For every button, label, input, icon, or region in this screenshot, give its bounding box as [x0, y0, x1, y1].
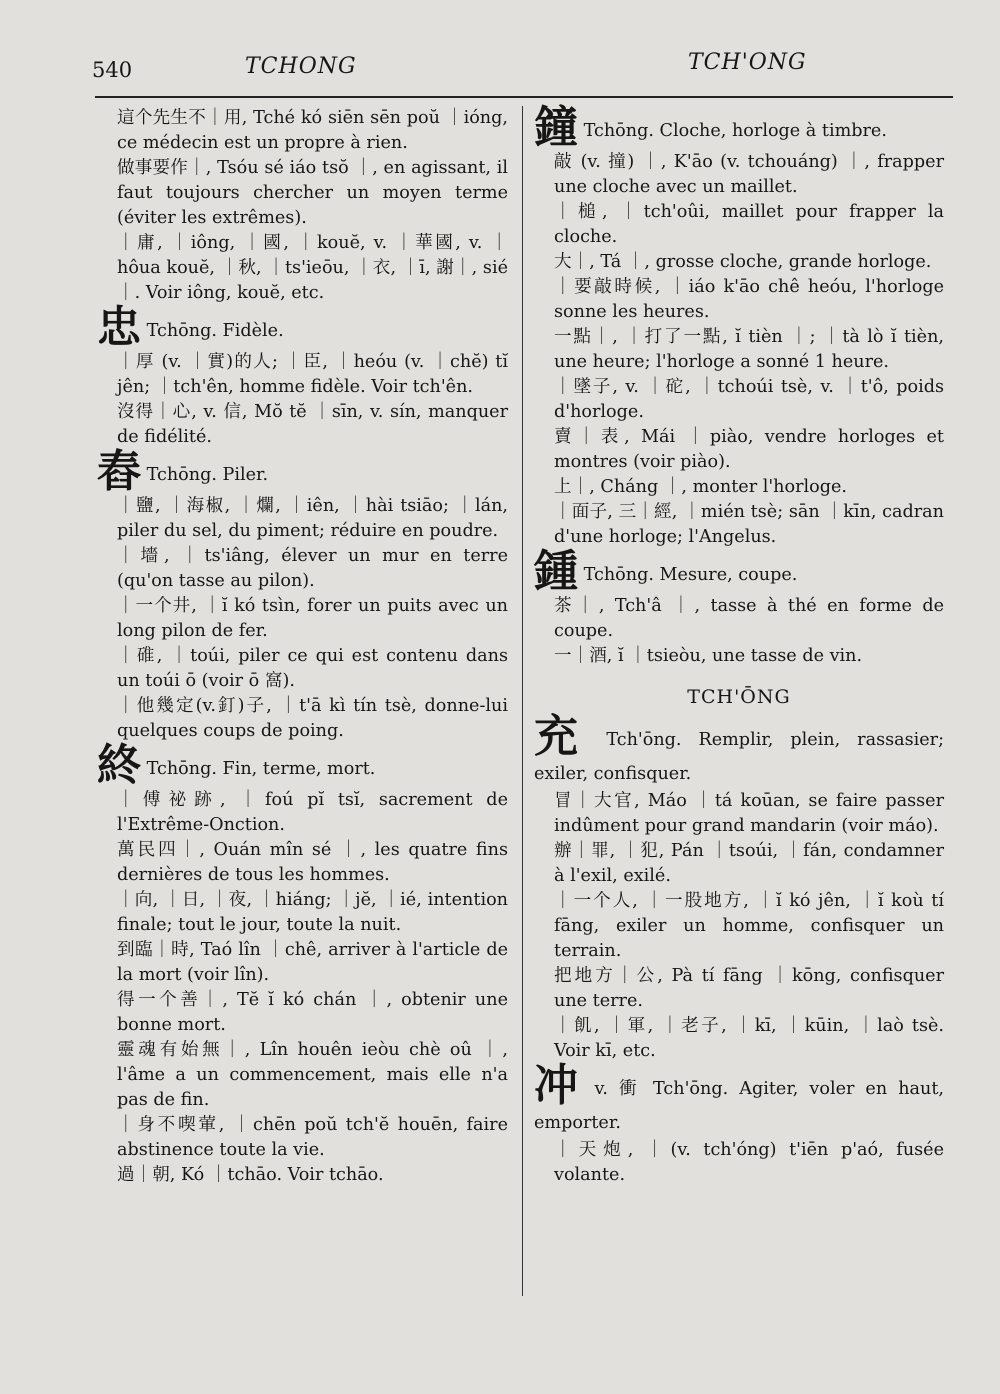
- sub-entry: [97, 231, 508, 306]
- entry-text: ｜墜子, v. ｜砣, ｜tchoúi tsè, v. ｜t'ô, poids d'horloge.: [554, 377, 944, 422]
- entry-text: ｜一个人, ｜一股地方, ｜ĭ kó jên, ｜ĭ koù tí fāng, exiler un homme, confisquer un terrain.: [554, 891, 944, 961]
- headword-character: 鐘: [534, 102, 578, 153]
- sub-entry: [534, 500, 944, 550]
- sub-entry: [534, 789, 944, 839]
- sub-entry: [534, 250, 944, 275]
- entry-text: ｜飢, ｜軍, ｜老子, ｜kī, ｜kūin, ｜laò tsè. Voir kī, etc.: [554, 1016, 944, 1061]
- entry-text: 沒得｜心, v. 信, Mŏ tĕ ｜sīn, v. sín, manquer de fidélité.: [117, 402, 508, 447]
- sub-entry: [97, 694, 508, 744]
- entry-text: Tch'ōng. Remplir, plein, rassasier; exiler, confisquer.: [534, 730, 945, 784]
- sub-entry: [534, 594, 944, 644]
- sub-entry: [534, 964, 944, 1014]
- entry-text: ｜庸, ｜iông, ｜國, ｜kouĕ, v. ｜華國, v. ｜hôua kouĕ, ｜秋, ｜ts'ieōu, ｜衣, ｜ī, 謝｜, sié ｜. Voir iông, kouĕ, etc.: [117, 233, 508, 303]
- headword-entry: [534, 102, 944, 153]
- sub-entry: [97, 838, 508, 888]
- entry-text: ｜面子, 三｜經, ｜mién tsè; sān ｜kīn, cadran d'une horloge; l'Angelus.: [554, 502, 944, 547]
- sub-entry: [97, 988, 508, 1038]
- entry-text: ｜天炮, ｜(v. tch'óng) t'iēn p'aó, fusée volante.: [554, 1140, 944, 1185]
- entry-text: ｜傅祕跡, ｜foú pĭ tsĭ, sacrement de l'Extrême-Onction.: [117, 790, 508, 835]
- sub-entry: [97, 1038, 508, 1113]
- entry-text: v. 衝 Tch'ōng. Agiter, voler en haut, emporter.: [534, 1079, 945, 1133]
- headword-character: 終: [97, 740, 141, 791]
- sub-entry: [534, 644, 944, 669]
- headword-entry: [97, 740, 508, 791]
- header-rule: [95, 96, 953, 98]
- sub-entry: [97, 1163, 508, 1188]
- sub-entry: [97, 644, 508, 694]
- entry-text: 到臨｜時, Taó lîn ｜chê, arriver à l'article de la mort (voir lîn).: [117, 940, 508, 985]
- entry-text: 敲 (v. 撞) ｜, K'āo (v. tchouáng) ｜, frapper une cloche avec un maillet.: [554, 152, 944, 197]
- right-column: [534, 102, 945, 1188]
- sub-entry: [534, 275, 944, 325]
- headword-character: 充: [534, 711, 590, 762]
- sub-entry: [534, 839, 944, 889]
- headword-character: 忠: [97, 302, 141, 353]
- entry-text: Tchōng. Mesure, coupe.: [583, 565, 798, 585]
- page-number: 540: [92, 58, 133, 82]
- entry-text: 一｜酒, ĭ ｜tsieòu, une tasse de vin.: [554, 646, 863, 666]
- entry-text: 上｜, Cháng ｜, monter l'horloge.: [554, 477, 847, 497]
- sub-entry: [97, 788, 508, 838]
- sub-entry: [97, 888, 508, 938]
- entry-text: 這个先生不｜用, Tché kó siēn sēn poŭ ｜ióng, ce médecin est un propre à rien.: [117, 108, 508, 153]
- entry-text: 把地方｜公, Pà tí fāng ｜kōng, confisquer une terre.: [554, 966, 944, 1011]
- headword-entry: [534, 711, 945, 789]
- sub-entry: [534, 889, 944, 964]
- entry-text: 冒｜大官, Máo ｜tá koūan, se faire passer indûment pour grand mandarin (voir máo).: [554, 791, 944, 836]
- entry-text: 一點｜, ｜打了一點, ĭ tièn ｜; ｜tà lò ĭ tièn, une heure; l'horloge a sonné 1 heure.: [554, 327, 944, 372]
- entry-text: ｜碓, ｜toúi, piler ce qui est contenu dans un toúi ō (voir ō 窩).: [117, 646, 508, 691]
- headword-character: 冲: [534, 1060, 584, 1111]
- sub-entry: [534, 425, 944, 475]
- headword-character: 鍾: [534, 546, 578, 597]
- headword-entry: [97, 302, 508, 353]
- sub-entry: [97, 400, 508, 450]
- sub-entry: [534, 1138, 944, 1188]
- sub-entry: [97, 494, 508, 544]
- entry-text: ｜向, ｜日, ｜夜, ｜hiáng; ｜jĕ, ｜ié, intention finale; tout le jour, toute la nuit.: [117, 890, 508, 935]
- headword-entry: [534, 1060, 945, 1138]
- left-column: [97, 106, 508, 1188]
- headword-entry: [534, 546, 944, 597]
- entry-text: ｜一个井, ｜ĭ kó tsìn, forer un puits avec un long pilon de fer.: [117, 596, 508, 641]
- entry-text: 茶｜, Tch'â ｜, tasse à thé en forme de coupe.: [554, 596, 944, 641]
- column-divider: [522, 106, 523, 1296]
- entry-text: 過｜朝, Kó ｜tchāo. Voir tchāo.: [117, 1165, 384, 1185]
- sub-entry: [97, 1113, 508, 1163]
- entry-text: 萬民四｜, Ouán mîn sé ｜, les quatre fins dernières de tous les hommes.: [117, 840, 508, 885]
- sub-entry: [534, 200, 944, 250]
- sub-entry: [534, 150, 944, 200]
- sub-entry: [97, 350, 508, 400]
- running-head-left: TCHONG: [245, 54, 357, 79]
- entry-text: 靈魂有始無｜, Lîn houên ieòu chè oû ｜, l'âme a un commencement, mais elle n'a pas de fin.: [117, 1040, 508, 1110]
- entry-text: ｜他幾定(v.釘)子, ｜t'ā kì tín tsè, donne-lui quelques coups de poing.: [117, 696, 508, 741]
- entry-text: 賣｜表, Mái ｜piào, vendre horloges et montres (voir piào).: [554, 427, 944, 472]
- sub-entry: [534, 325, 944, 375]
- entry-text: Tchōng. Piler.: [146, 465, 269, 485]
- entry-text: ｜厚 (v. ｜實)的人; ｜臣, ｜heóu (v. ｜chĕ) tĭ jên; ｜tch'ên, homme fidèle. Voir tch'ên.: [117, 352, 508, 397]
- entry-text: 辦｜罪, ｜犯, Pán ｜tsoúi, ｜fán, condamner à l'exil, exilé.: [554, 841, 944, 886]
- entry-text: ｜鹽, ｜海椒, ｜爛, ｜iên, ｜hài tsiāo; ｜lán, piler du sel, du piment; réduire en poudre.: [117, 496, 508, 541]
- entry-text: 得一个善｜, Tĕ ĭ kó chán ｜, obtenir une bonne mort.: [117, 990, 508, 1035]
- sub-entry: [97, 106, 508, 156]
- sub-entry: [534, 475, 944, 500]
- sub-entry: [97, 156, 508, 231]
- entry-text: Tchōng. Fidèle.: [146, 321, 284, 341]
- entry-text: 大｜, Tá ｜, grosse cloche, grande horloge.: [554, 252, 932, 272]
- headword-character: 舂: [97, 446, 141, 497]
- entry-text: 做事要作｜, Tsóu sé iáo tsŏ ｜, en agissant, il faut toujours chercher un moyen terme (éviter les extrêmes).: [117, 158, 508, 228]
- running-head-right: TCH'ONG: [688, 50, 807, 75]
- entry-text: ｜槌, ｜tch'oûi, maillet pour frapper la cloche.: [554, 202, 944, 247]
- sub-entry: [534, 1014, 944, 1064]
- sub-entry: [97, 544, 508, 594]
- entry-text: ｜要敲時候, ｜iáo k'āo chê heóu, l'horloge sonne les heures.: [554, 277, 944, 322]
- entry-text: ｜墻, ｜ts'iâng, élever un mur en terre (qu'on tasse au pilon).: [117, 546, 508, 591]
- sub-entry: [97, 938, 508, 988]
- sub-entry: [534, 375, 944, 425]
- entry-text: Tchōng. Cloche, horloge à timbre.: [583, 121, 887, 141]
- sub-entry: [97, 594, 508, 644]
- entry-text: Tchōng. Fin, terme, mort.: [146, 759, 376, 779]
- section-heading: TCH'ŌNG: [687, 686, 791, 708]
- headword-entry: [97, 446, 508, 497]
- entry-text: ｜身不喫葷, ｜chēn poŭ tch'ĕ houēn, faire abstinence toute la vie.: [117, 1115, 508, 1160]
